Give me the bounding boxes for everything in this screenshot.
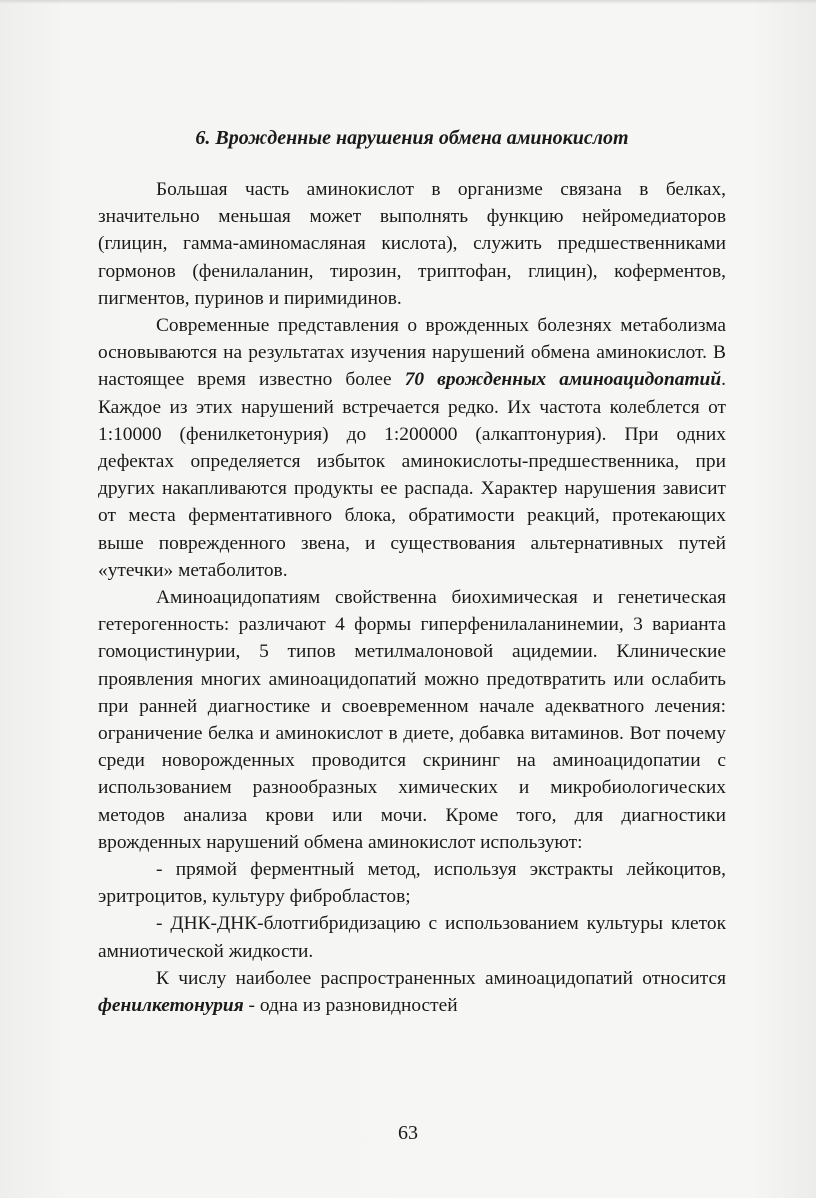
list-item-2: - ДНК-ДНК-блотгибридизацию с использованием культуры клеток амниотической жидкости. (98, 913, 726, 962)
page-top-edge (0, 0, 816, 4)
paragraph-2-text-b: . Каждое из этих нарушений встречается редко. Их частота колеблется от 1:10000 (фенилкетонурия) до 1:200000 (алкаптонурия). При одних дефектах определяется избыток аминокислоты-предшественника, при других накапливаются продукты ее распада. Характер нарушения зависит от места ферментативного блока, обратимости реакций, протекающих выше поврежденного звена, и существования альтернативных путей «утечки» метаболитов. (98, 369, 726, 581)
paragraph-1: Большая часть аминокислот в организме связана в белках, значительно меньшая может выполнять функцию нейромедиаторов (глицин, гамма-аминомасляная кислота), служить предшественниками гормонов (фенилаланин, тирозин, триптофан, глицин), коферментов, пигментов, пуринов и пиримидинов. (98, 179, 726, 309)
paragraph-4-text-b: - одна из разновидностей (243, 995, 458, 1017)
list-item-1: - прямой ферментный метод, используя экстракты лейкоцитов, эритроцитов, культуру фибробластов; (98, 859, 726, 908)
paragraph-4-text-a: К числу наиболее распространенных аминоацидопатий относится (156, 967, 726, 989)
page-number: 63 (398, 1122, 418, 1144)
body-text (98, 176, 726, 1019)
paragraph-3: Аминоацидопатиям свойственна биохимическая и генетическая гетерогенность: различают 4 формы гиперфенилаланинемии, 3 варианта гомоцистинурии, 5 типов метилмалоновой ацидемии. Клинические проявления многих аминоацидопатий можно предотвратить или ослабить при ранней диагностике и своевременном начале адекватного лечения: ограничение белка и аминокислот в диете, добавка витаминов. Вот почему среди новорожденных проводится скрининг на аминоацидопатии с использованием разнообразных химических и микробиологических методов анализа крови или мочи. Кроме того, для диагностики врожденных нарушений обмена аминокислот используют: (98, 587, 726, 853)
paragraph-2-text-a: Современные представления о врожденных болезнях метаболизма основываются на результатах изучения нарушений обмена аминокислот. В настоящее время известно более (98, 315, 726, 391)
section-heading: 6. Врожденные нарушения обмена аминокислот (195, 127, 629, 149)
paragraph-4 (98, 965, 726, 1019)
emphasis-70-aminoacidopathies: 70 врожденных аминоацидопатий (404, 369, 722, 391)
emphasis-phenylketonuria: фенилкетонурия (98, 995, 244, 1017)
paragraph-2 (98, 312, 726, 584)
